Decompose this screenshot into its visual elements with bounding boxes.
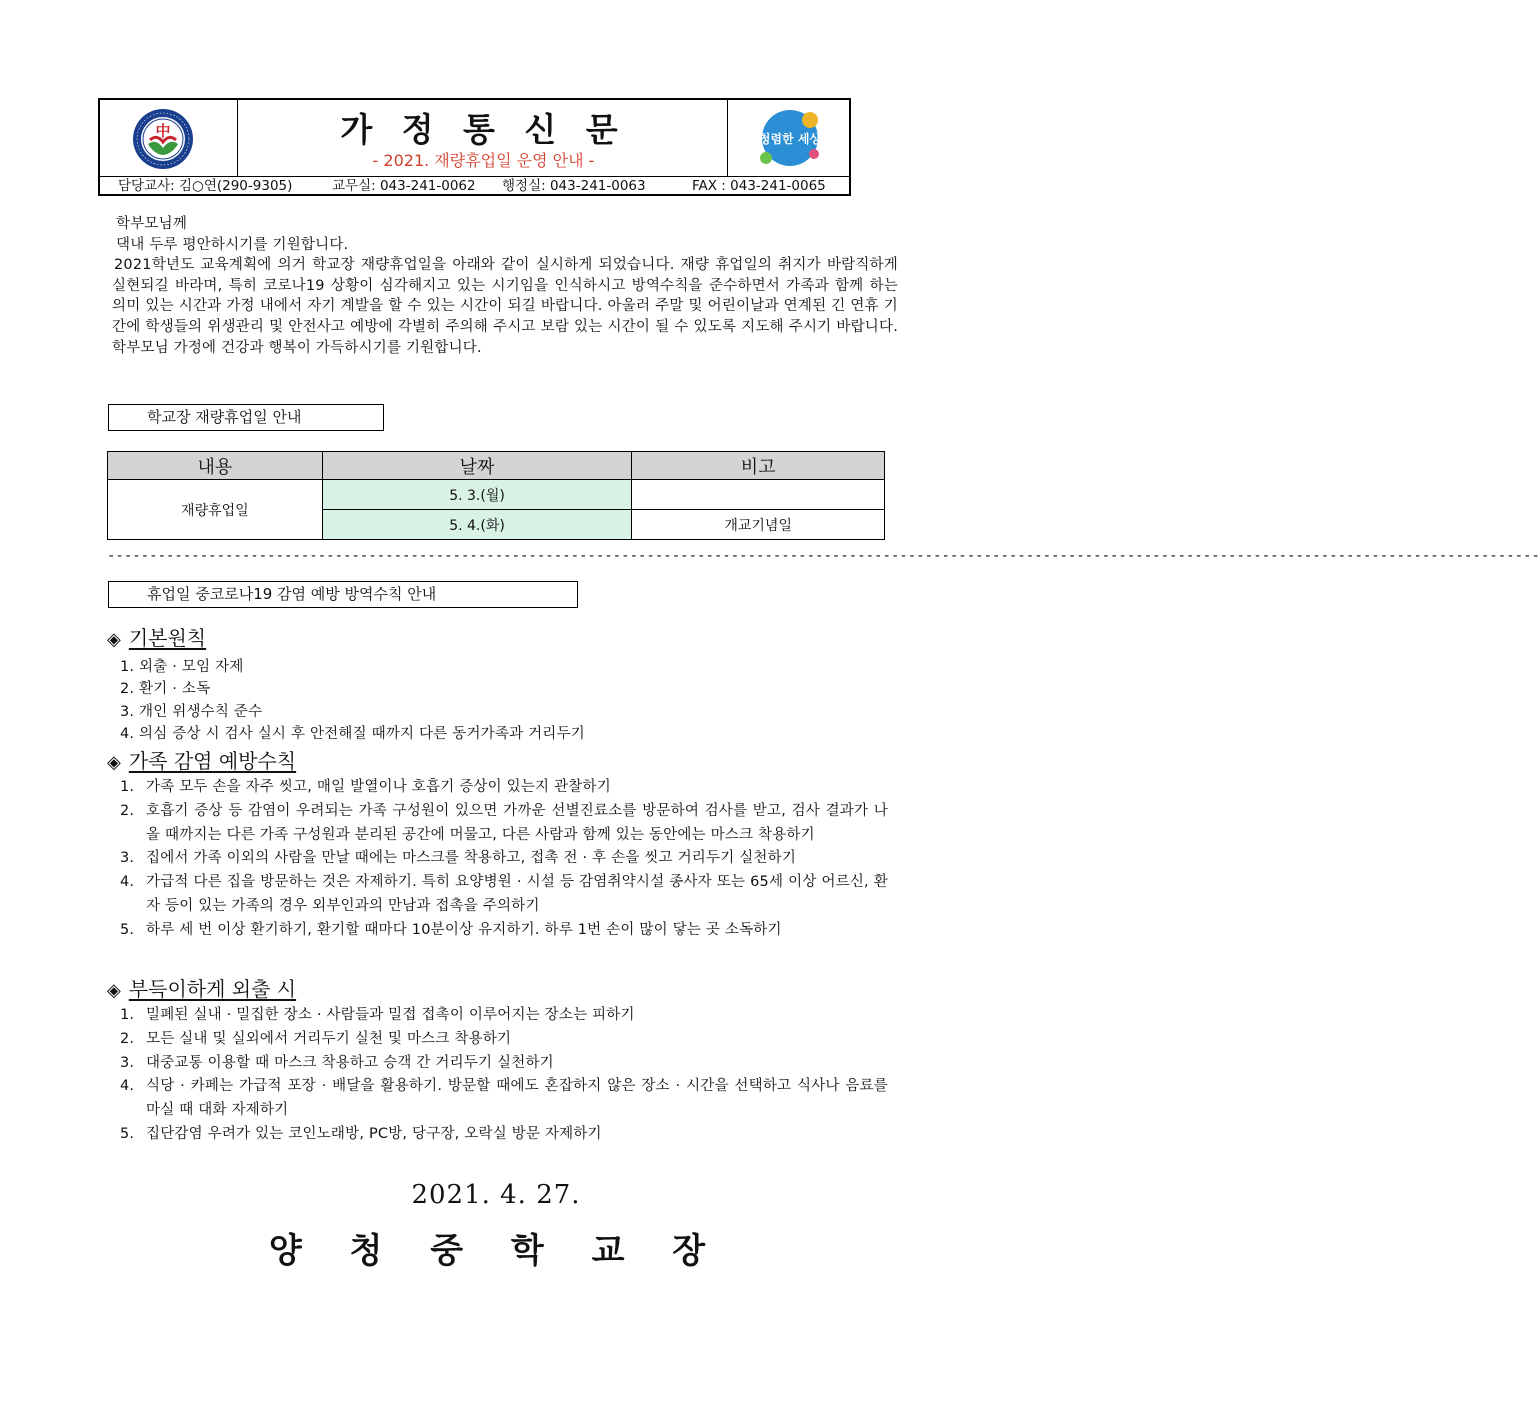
- item-number: 3.: [120, 1054, 135, 1071]
- logo-cell: [100, 100, 238, 176]
- list-item: [120, 847, 888, 871]
- family-rules-heading-text: 가족 감염 예방수칙: [128, 749, 297, 773]
- list-item: [120, 1052, 888, 1076]
- covid-section-title: 휴업일 중코로나19 감염 예방 방역수칙 안내: [108, 581, 578, 608]
- holiday-date-cell: 5. 3.(월): [322, 480, 632, 510]
- family-rules-heading: [107, 745, 296, 774]
- page-title: 가 정 통 신 문: [340, 110, 627, 149]
- school-emblem-icon: [132, 108, 194, 170]
- list-item: 4. 의심 증상 시 검사 실시 후 안전해질 때까지 다른 동거가족과 거리두기: [120, 725, 585, 742]
- item-text: 가족 모두 손을 자주 씻고, 매일 발열이나 호흡기 증상이 있는지 관찰하기: [146, 779, 611, 795]
- intro-letter: [114, 214, 898, 358]
- outing-rules-list: [120, 1004, 888, 1147]
- page-subtitle: - 2021. 재량휴업일 운영 안내 -: [372, 151, 595, 170]
- list-item: [120, 776, 888, 800]
- title-cell: [238, 100, 729, 176]
- list-item: [120, 1004, 888, 1028]
- item-text: 가급적 다른 집을 방문하는 것은 자제하기. 특히 요양병원 · 시설 등 감염취약시설 종사자 또는 65세 이상 어르신, 환자 등이 있는 가족의 경우 외부인과의 만남과 접촉을 주의하기: [146, 874, 888, 914]
- contact-teacher: 담당교사: 김○연(290-9305): [118, 178, 293, 194]
- item-text: 모든 실내 및 실외에서 거리두기 실천 및 마스크 착용하기: [146, 1030, 512, 1047]
- holiday-section-title: 학교장 재량휴업일 안내: [108, 404, 384, 431]
- outing-rules-heading: [107, 973, 296, 1002]
- basic-rules-heading: [107, 622, 206, 651]
- item-number: 2.: [120, 1030, 135, 1047]
- holiday-date-cell: 5. 4.(화): [322, 510, 632, 540]
- item-text: 하루 세 번 이상 환기하기, 환기할 때마다 10분이상 유지하기. 하루 1번 손이 많이 닿는 곳 소독하기: [146, 921, 782, 938]
- table-header-date: 날짜: [322, 452, 632, 480]
- list-item: 3. 개인 위생수칙 준수: [120, 703, 263, 720]
- diamond-bullet-icon: ◈: [107, 980, 121, 1001]
- item-text: 호흡기 증상 등 감염이 우려되는 가족 구성원이 있으면 가까운 선별진료소를 방문하여 검사를 받고, 검사 결과가 나올 때까지는 다른 가족 구성원과 분리된 공간에 머물고, 다른 사람과 함께 있는 동안에는 마스크 착용하기: [146, 802, 888, 843]
- holiday-label-cell: 재량휴업일: [108, 480, 323, 540]
- deco-cell: [727, 100, 849, 176]
- contact-fax: FAX : 043-241-0065: [692, 178, 826, 194]
- table-header-row: [108, 452, 885, 480]
- table-row: [108, 480, 885, 510]
- list-item: [120, 800, 888, 848]
- item-text: 밀폐된 실내 · 밀집한 장소 · 사람들과 밀접 접촉이 이루어지는 장소는 피하기: [146, 1007, 635, 1023]
- holiday-table: [107, 451, 885, 540]
- outing-rules-heading-text: 부득이하게 외출 시: [128, 977, 297, 1001]
- item-number: 3.: [120, 850, 135, 867]
- issue-date: 2021. 4. 27.: [411, 1180, 581, 1210]
- integrity-logo-text: 청렴한 세상: [758, 132, 822, 146]
- newsletter-header: [98, 98, 851, 196]
- emblem-text: 中: [155, 122, 171, 140]
- intro-body: 2021학년도 교육계획에 의거 학교장 재량휴업일을 아래와 같이 실시하게 되었습니다. 재량 휴업일의 취지가 바람직하게 실현되길 바라며, 특히 코로나19 상황이 심각해지고 있는 시기임을 인식하시고 방역수칙을 준수하면서 가족과 함께 하는 의미 있는 시간과 가정 내에서 자기 계발을 할 수 있는 시간이 되길 바랍니다. 아울러 주말 및 어린이날과 연계된 긴 연휴 기간에 학생들의 위생관리 및 안전사고 예방에 각별히 주의해 주시고 보람 있는 시간이 될 수 있도록 지도해 주시기 바랍니다. 학부모님 가정에 건강과 행복이 가득하시기를 기원합니다.: [112, 257, 898, 356]
- list-item: [120, 919, 888, 943]
- item-text: 대중교통 이용할 때 마스크 착용하고 승객 간 거리두기 실천하기: [146, 1054, 554, 1071]
- contact-admin-office: 행정실: 043-241-0063: [502, 178, 646, 194]
- contact-row: [100, 176, 849, 196]
- item-number: 2.: [120, 802, 135, 819]
- intro-line: 댁내 두루 평안하시기를 기원합니다.: [116, 236, 349, 253]
- list-item: 2. 환기 · 소독: [120, 681, 211, 698]
- integrity-logo-icon: [752, 106, 824, 170]
- item-number: 5.: [120, 921, 135, 938]
- list-item: [120, 1123, 888, 1147]
- greeting: 학부모님께: [116, 216, 188, 232]
- basic-rules-list: [120, 656, 888, 745]
- diamond-bullet-icon: ◈: [107, 629, 121, 650]
- holiday-note-cell: [632, 480, 885, 510]
- item-number: 4.: [120, 1078, 135, 1095]
- dashed-divider: --------------------------------------------------------------------------------------------------------------------------------------------------------------------------: [107, 548, 1540, 564]
- item-number: 1.: [120, 779, 135, 795]
- item-number: 4.: [120, 874, 135, 891]
- list-item: [120, 1075, 888, 1123]
- table-header-content: 내용: [108, 452, 323, 480]
- item-number: 5.: [120, 1125, 135, 1142]
- item-text: 집에서 가족 이외의 사람을 만날 때에는 마스크를 착용하고, 접촉 전 · 후 손을 씻고 거리두기 실천하기: [146, 850, 797, 867]
- holiday-note-cell: 개교기념일: [632, 510, 885, 540]
- diamond-bullet-icon: ◈: [107, 752, 121, 773]
- table-header-note: 비고: [632, 452, 885, 480]
- list-item: [120, 871, 888, 919]
- list-item: 1. 외출 · 모임 자제: [120, 659, 244, 675]
- list-item: [120, 1028, 888, 1052]
- contact-staff-room: 교무실: 043-241-0062: [332, 178, 476, 194]
- family-rules-list: [120, 776, 888, 943]
- item-text: 식당 · 카페는 가급적 포장 · 배달을 활용하기. 방문할 때에도 혼잡하지 않은 장소 · 시간을 선택하고 식사나 음료를 마실 때 대화 자제하기: [146, 1078, 888, 1119]
- basic-rules-heading-text: 기본원칙: [128, 626, 207, 650]
- item-number: 1.: [120, 1007, 135, 1023]
- item-text: 집단감염 우려가 있는 코인노래방, PC방, 당구장, 오락실 방문 자제하기: [146, 1125, 602, 1142]
- signer-name: 양 청 중 학 교 장: [268, 1231, 724, 1271]
